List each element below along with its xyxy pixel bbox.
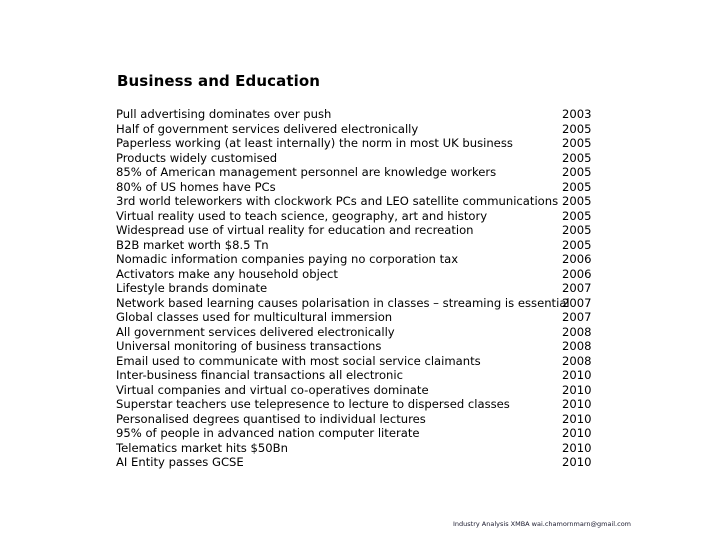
forecast-year: 2008 <box>562 324 592 339</box>
forecast-description: Pull advertising dominates over push <box>116 107 332 121</box>
forecast-row <box>116 267 596 282</box>
forecast-row <box>116 397 596 412</box>
forecast-year: 2010 <box>562 382 592 397</box>
forecast-row <box>116 412 596 427</box>
forecast-year: 2005 <box>562 150 592 165</box>
forecast-row <box>116 194 596 209</box>
forecast-year: 2007 <box>562 295 592 310</box>
forecast-year: 2005 <box>562 208 592 223</box>
forecast-year: 2006 <box>562 266 592 281</box>
forecast-row <box>116 441 596 456</box>
forecast-year: 2010 <box>562 397 592 411</box>
forecast-description: Products widely customised <box>116 150 278 165</box>
forecast-row <box>116 107 596 122</box>
forecast-description: Email used to communicate with most social service claimants <box>116 353 481 368</box>
forecast-row <box>116 368 596 383</box>
forecast-description: Lifestyle brands dominate <box>116 281 268 295</box>
forecast-description: AI Entity passes GCSE <box>116 455 244 469</box>
forecast-description: Global classes used for multicultural immersion <box>116 310 393 324</box>
forecast-year: 2003 <box>562 107 592 121</box>
forecast-year: 2005 <box>562 179 592 194</box>
forecast-year: 2005 <box>562 136 592 150</box>
forecast-year: 2005 <box>562 223 592 237</box>
forecast-description: Network based learning causes polarisation in classes – streaming is essential <box>116 295 570 310</box>
forecast-row <box>116 325 596 340</box>
forecast-row <box>116 296 596 311</box>
forecast-year: 2010 <box>562 411 592 426</box>
forecast-row <box>116 209 596 224</box>
forecast-year: 2005 <box>562 121 592 136</box>
forecast-description: 85% of American management personnel are knowledge workers <box>116 165 497 179</box>
forecast-row <box>116 426 596 441</box>
forecast-row <box>116 252 596 267</box>
forecast-year: 2006 <box>562 252 592 266</box>
forecast-year: 2010 <box>562 440 592 455</box>
forecast-row <box>116 310 596 325</box>
forecast-row <box>116 339 596 354</box>
forecast-year: 2008 <box>562 339 592 353</box>
forecast-row <box>116 383 596 398</box>
forecast-description: Telematics market hits $50Bn <box>116 440 288 455</box>
forecast-description: 80% of US homes have PCs <box>116 179 276 194</box>
forecast-description: Superstar teachers use telepresence to lecture to dispersed classes <box>116 397 510 411</box>
forecast-row <box>116 354 596 369</box>
forecast-description: Paperless working (at least internally) the norm in most UK business <box>116 136 513 150</box>
forecast-year: 2007 <box>562 310 592 324</box>
forecast-year: 2007 <box>562 281 592 295</box>
forecast-year: 2010 <box>562 455 592 469</box>
forecast-year: 2005 <box>562 194 592 208</box>
forecast-description: Widespread use of virtual reality for education and recreation <box>116 223 474 237</box>
forecast-year: 2008 <box>562 353 592 368</box>
footer-text: Industry Analysis XMBA wai.chamornmarn@gmail.com <box>453 520 632 528</box>
forecast-description: B2B market worth $8.5 Tn <box>116 237 269 252</box>
forecast-row <box>116 455 596 470</box>
forecast-row <box>116 122 596 137</box>
forecast-description: Activators make any household object <box>116 266 338 281</box>
forecast-row <box>116 180 596 195</box>
forecast-description: Virtual reality used to teach science, geography, art and history <box>116 208 488 223</box>
slide-title: Business and Education <box>117 72 321 90</box>
forecast-year: 2010 <box>562 426 592 440</box>
forecast-row <box>116 223 596 238</box>
forecast-row <box>116 238 596 253</box>
forecast-year: 2005 <box>562 165 592 179</box>
forecast-description: Inter-business financial transactions all electronic <box>116 368 403 382</box>
forecast-description: Personalised degrees quantised to individual lectures <box>116 411 426 426</box>
forecast-description: Half of government services delivered electronically <box>116 121 419 136</box>
forecast-description: Virtual companies and virtual co-operatives dominate <box>116 382 429 397</box>
forecast-row <box>116 165 596 180</box>
forecast-description: 95% of people in advanced nation computer literate <box>116 426 420 440</box>
forecast-description: All government services delivered electronically <box>116 324 395 339</box>
forecast-row <box>116 136 596 151</box>
forecast-list <box>116 107 596 470</box>
forecast-year: 2005 <box>562 237 592 252</box>
forecast-row <box>116 151 596 166</box>
forecast-row <box>116 281 596 296</box>
forecast-description: 3rd world teleworkers with clockwork PCs and LEO satellite communications <box>116 194 559 208</box>
forecast-description: Universal monitoring of business transactions <box>116 339 382 353</box>
forecast-year: 2010 <box>562 368 592 382</box>
forecast-description: Nomadic information companies paying no corporation tax <box>116 252 459 266</box>
